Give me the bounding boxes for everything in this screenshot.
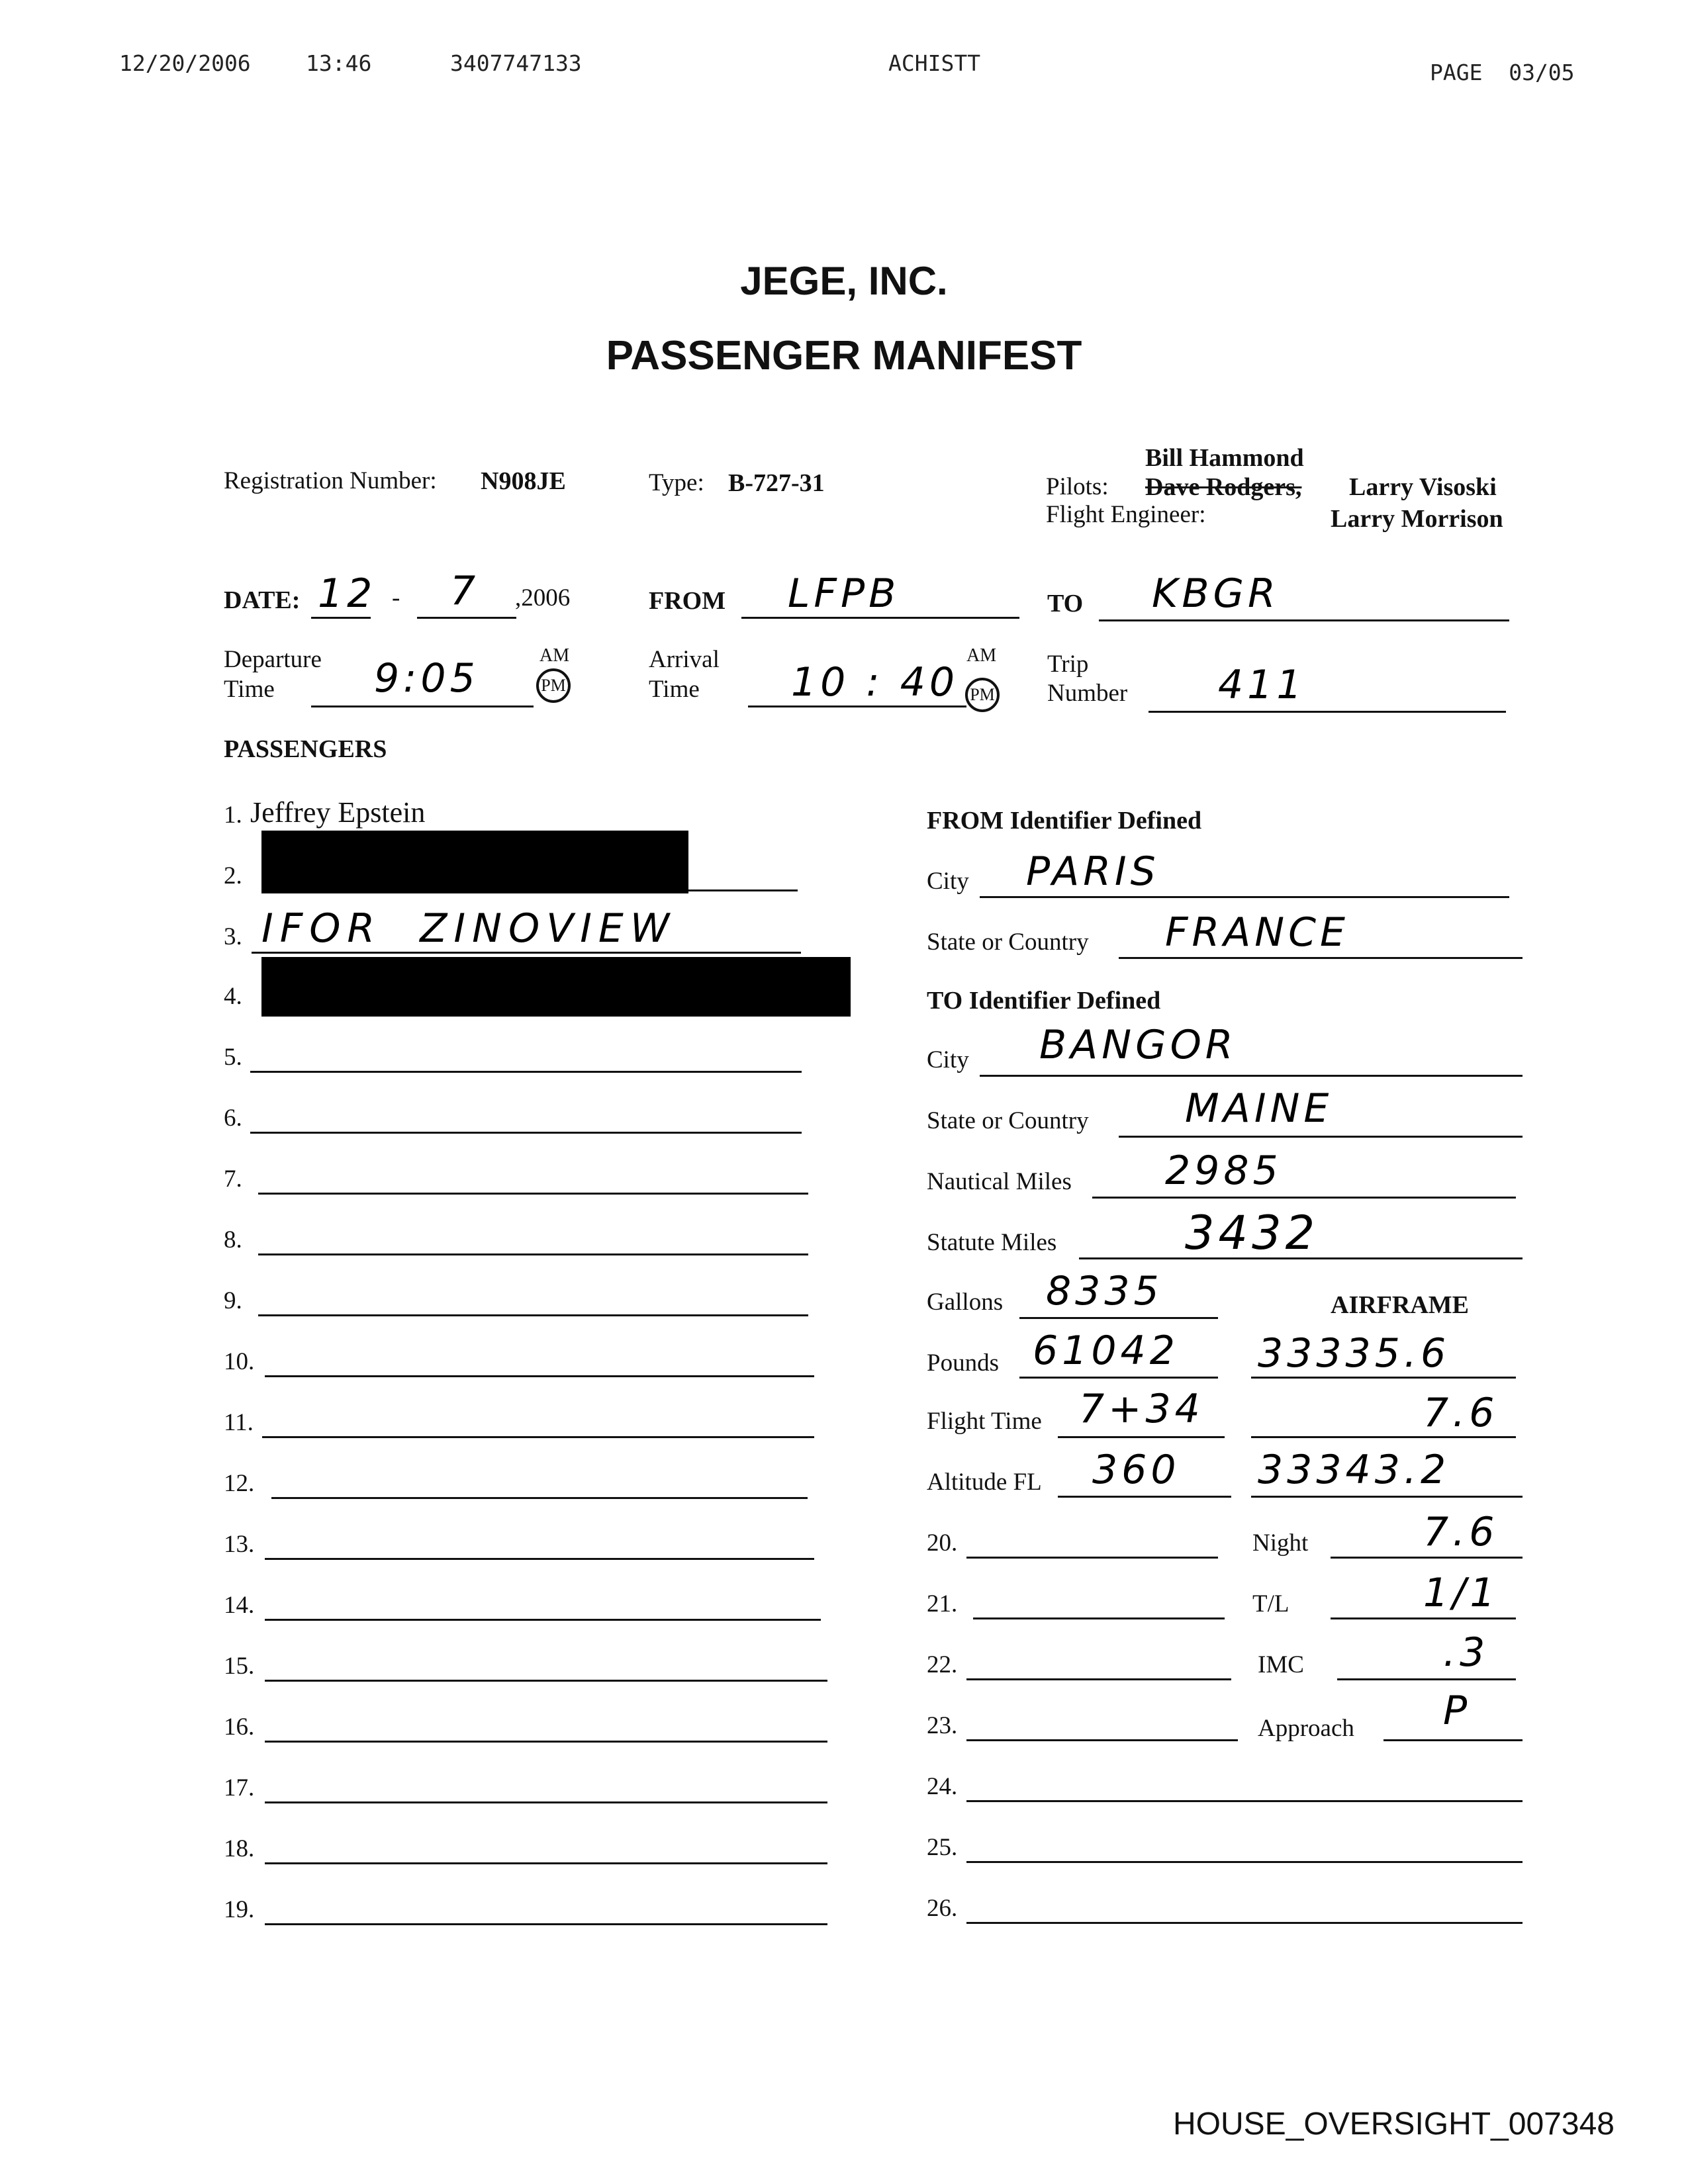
extra-row-num: 23. bbox=[927, 1712, 958, 1739]
extra-row-label: IMC bbox=[1258, 1651, 1304, 1678]
passenger-num: 10. bbox=[224, 1348, 255, 1375]
to-city-line bbox=[980, 1075, 1523, 1077]
bates-number: HOUSE_OVERSIGHT_007348 bbox=[1173, 2107, 1615, 2142]
from-state-label: State or Country bbox=[927, 929, 1089, 956]
passenger-num: 15. bbox=[224, 1653, 255, 1680]
flight-time-airframe-line bbox=[1251, 1436, 1516, 1438]
passenger-line bbox=[262, 1436, 814, 1438]
extra-row-line bbox=[966, 1800, 1523, 1802]
pilot-2: Larry Visoski bbox=[1349, 473, 1497, 501]
departure-line bbox=[311, 705, 534, 707]
passenger-line bbox=[265, 1862, 827, 1864]
gallons-label: Gallons bbox=[927, 1289, 1004, 1316]
registration-label: Registration Number: bbox=[224, 467, 437, 494]
flight-time-label: Flight Time bbox=[927, 1408, 1042, 1435]
altitude-line bbox=[1058, 1496, 1231, 1498]
type-label: Type: bbox=[649, 469, 704, 496]
date-year: ,2006 bbox=[515, 584, 571, 612]
arrival-am: AM bbox=[966, 645, 997, 666]
nautical-value: 2985 bbox=[1165, 1148, 1282, 1194]
passenger-line bbox=[265, 1680, 827, 1682]
from-city-label: City bbox=[927, 868, 969, 895]
extra-row-value-line bbox=[1337, 1678, 1516, 1680]
fax-sender: ACHISTT bbox=[888, 50, 981, 76]
passenger-line bbox=[265, 1558, 814, 1560]
passenger-num: 1. bbox=[224, 801, 242, 829]
gallons-line bbox=[1019, 1317, 1218, 1319]
to-state-label: State or Country bbox=[927, 1107, 1089, 1134]
from-identifier-heading: FROM Identifier Defined bbox=[927, 807, 1202, 835]
trip-label-1: Trip bbox=[1047, 651, 1089, 678]
from-state-line bbox=[1119, 957, 1523, 959]
fax-date: 12/20/2006 bbox=[119, 50, 251, 76]
airframe-heading: AIRFRAME bbox=[1331, 1291, 1469, 1319]
extra-row-num: 22. bbox=[927, 1651, 958, 1678]
from-value: LFPB bbox=[788, 570, 900, 617]
to-state-value: MAINE bbox=[1185, 1085, 1333, 1132]
trip-line bbox=[1149, 711, 1506, 713]
date-day-line bbox=[417, 617, 516, 619]
from-label: FROM bbox=[649, 587, 726, 615]
to-city-value: BANGOR bbox=[1039, 1022, 1237, 1068]
engineer-value: Larry Morrison bbox=[1331, 505, 1503, 533]
extra-row-line bbox=[966, 1739, 1238, 1741]
to-line bbox=[1099, 619, 1509, 621]
passenger-line bbox=[265, 1375, 814, 1377]
passenger-num: 9. bbox=[224, 1287, 242, 1314]
passenger-line bbox=[258, 1314, 808, 1316]
passenger-line bbox=[258, 1193, 808, 1195]
passenger-line bbox=[271, 1497, 808, 1499]
extra-row-label: Approach bbox=[1258, 1715, 1354, 1742]
trip-value: 411 bbox=[1218, 662, 1306, 708]
statute-label: Statute Miles bbox=[927, 1229, 1057, 1256]
passenger-line bbox=[258, 1253, 808, 1255]
date-month: 12 bbox=[318, 570, 377, 617]
passenger-num: 16. bbox=[224, 1713, 255, 1741]
passenger-num: 12. bbox=[224, 1470, 255, 1497]
flight-time-value: 7+34 bbox=[1079, 1386, 1204, 1432]
passenger-num: 3. bbox=[224, 923, 242, 950]
passenger-line bbox=[265, 1801, 827, 1803]
passenger-num: 6. bbox=[224, 1105, 242, 1132]
to-label: TO bbox=[1047, 590, 1084, 617]
extra-row-line bbox=[966, 1861, 1523, 1863]
altitude-label: Altitude FL bbox=[927, 1469, 1042, 1496]
extra-row-line bbox=[973, 1617, 1225, 1619]
altitude-value: 360 bbox=[1092, 1447, 1180, 1493]
altitude-airframe-value: 33343.2 bbox=[1258, 1447, 1450, 1493]
extra-row-value-line bbox=[1331, 1557, 1523, 1559]
departure-am: AM bbox=[539, 645, 570, 666]
extra-row-num: 25. bbox=[927, 1834, 958, 1861]
extra-row-value: .3 bbox=[1443, 1629, 1489, 1676]
pilot-added: Bill Hammond bbox=[1145, 444, 1304, 472]
passenger-line bbox=[250, 1071, 802, 1073]
passenger-num: 11. bbox=[224, 1409, 254, 1436]
extra-row-line bbox=[966, 1557, 1218, 1559]
from-city-value: PARIS bbox=[1026, 848, 1160, 895]
passenger-num: 13. bbox=[224, 1531, 255, 1558]
from-line bbox=[741, 617, 1019, 619]
arrival-pm-circled: PM bbox=[965, 678, 1000, 712]
registration-value: N908JE bbox=[481, 467, 566, 495]
departure-label-2: Time bbox=[224, 676, 275, 703]
statute-value: 3432 bbox=[1185, 1206, 1319, 1260]
passenger-num: 7. bbox=[224, 1165, 242, 1193]
passenger-num: 14. bbox=[224, 1592, 255, 1619]
to-city-label: City bbox=[927, 1046, 969, 1073]
passenger-num: 19. bbox=[224, 1896, 255, 1923]
to-value: KBGR bbox=[1152, 570, 1280, 617]
nautical-line bbox=[1092, 1197, 1516, 1199]
flight-time-airframe-value: 7.6 bbox=[1423, 1390, 1499, 1436]
engineer-label: Flight Engineer: bbox=[1046, 501, 1206, 528]
gallons-value: 8335 bbox=[1046, 1268, 1163, 1314]
passengers-heading: PASSENGERS bbox=[224, 735, 387, 763]
arrival-line bbox=[748, 705, 966, 707]
pilots-label: Pilots: bbox=[1046, 473, 1109, 500]
departure-value: 9:05 bbox=[374, 655, 479, 702]
extra-row-label: T/L bbox=[1252, 1590, 1289, 1617]
extra-row-num: 26. bbox=[927, 1895, 958, 1922]
pounds-airframe-value: 33335.6 bbox=[1258, 1330, 1450, 1377]
extra-row-value: 1/1 bbox=[1423, 1570, 1499, 1616]
date-dash: - bbox=[392, 584, 400, 612]
passenger-num: 5. bbox=[224, 1044, 242, 1071]
trip-label-2: Number bbox=[1047, 680, 1128, 707]
passenger-name: IFOR ZINOVIEW bbox=[261, 905, 677, 952]
extra-row-label: Night bbox=[1252, 1529, 1309, 1557]
passenger-num: 18. bbox=[224, 1835, 255, 1862]
passenger-line bbox=[265, 1619, 821, 1621]
redaction-block bbox=[261, 957, 851, 1017]
passenger-line bbox=[250, 1132, 802, 1134]
fax-time: 13:46 bbox=[306, 50, 372, 76]
fax-page: PAGE 03/05 bbox=[1430, 60, 1575, 85]
to-state-line bbox=[1119, 1136, 1523, 1138]
date-month-line bbox=[311, 617, 371, 619]
fax-number: 3407747133 bbox=[450, 50, 582, 76]
pounds-label: Pounds bbox=[927, 1349, 999, 1377]
passenger-name: Jeffrey Epstein bbox=[250, 796, 426, 829]
extra-row-value-line bbox=[1331, 1617, 1516, 1619]
passenger-num: 8. bbox=[224, 1226, 242, 1253]
arrival-value: 10 : 40 bbox=[791, 659, 959, 705]
passenger-num: 17. bbox=[224, 1774, 255, 1801]
extra-row-line bbox=[966, 1922, 1523, 1924]
type-value: B-727-31 bbox=[728, 469, 825, 497]
pounds-airframe-line bbox=[1251, 1377, 1516, 1379]
extra-row-value: P bbox=[1443, 1688, 1472, 1734]
extra-row-line bbox=[966, 1678, 1231, 1680]
extra-row-num: 21. bbox=[927, 1590, 958, 1617]
passenger-line bbox=[252, 952, 801, 954]
flight-time-line bbox=[1058, 1436, 1225, 1438]
arrival-label-1: Arrival bbox=[649, 646, 720, 673]
to-identifier-heading: TO Identifier Defined bbox=[927, 987, 1161, 1015]
nautical-label: Nautical Miles bbox=[927, 1168, 1072, 1195]
passenger-line bbox=[265, 1741, 827, 1743]
extra-row-num: 24. bbox=[927, 1773, 958, 1800]
passenger-line bbox=[265, 1923, 827, 1925]
departure-pm-circled: PM bbox=[536, 668, 571, 703]
passenger-num: 4. bbox=[224, 983, 242, 1010]
from-state-value: FRANCE bbox=[1165, 909, 1349, 956]
extra-row-value-line bbox=[1383, 1739, 1523, 1741]
departure-label-1: Departure bbox=[224, 646, 322, 673]
company-name: JEGE, INC. bbox=[740, 259, 948, 303]
pounds-line bbox=[1019, 1377, 1218, 1379]
date-label: DATE: bbox=[224, 586, 301, 614]
altitude-airframe-line bbox=[1251, 1496, 1523, 1498]
extra-row-value: 7.6 bbox=[1423, 1509, 1499, 1555]
extra-row-num: 20. bbox=[927, 1529, 958, 1557]
passenger-num: 2. bbox=[224, 862, 242, 889]
pounds-value: 61042 bbox=[1033, 1328, 1179, 1374]
redaction-block bbox=[261, 831, 688, 893]
arrival-label-2: Time bbox=[649, 676, 700, 703]
document-title: PASSENGER MANIFEST bbox=[606, 333, 1082, 379]
from-city-line bbox=[980, 896, 1509, 898]
date-day: 7 bbox=[450, 568, 480, 614]
pilot-struck: Dave Rodgers, bbox=[1145, 473, 1302, 501]
